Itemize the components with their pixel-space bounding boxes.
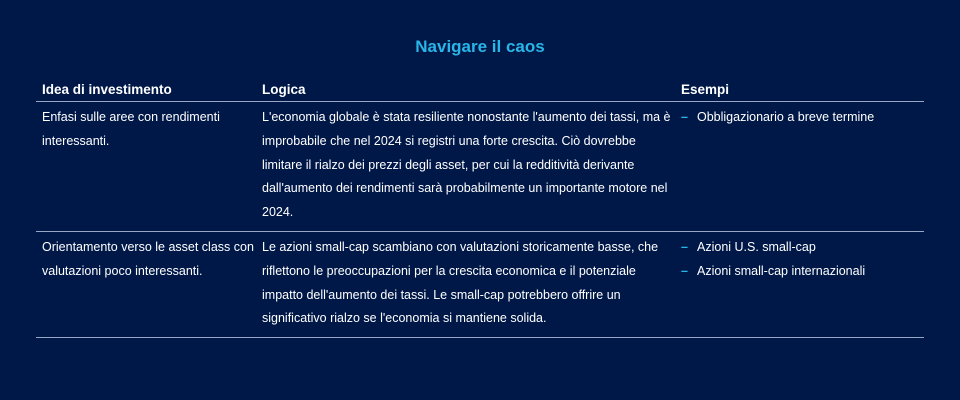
- example-text: Azioni small-cap internazionali: [697, 263, 866, 278]
- dash-bullet-icon: –: [681, 263, 688, 278]
- examples-list: [681, 236, 924, 284]
- dash-bullet-icon: –: [681, 110, 688, 124]
- examples-cell: [675, 102, 924, 231]
- page-title: Navigare il caos: [415, 37, 545, 56]
- examples-list: [681, 106, 924, 130]
- header-examples: Esempi: [681, 82, 730, 97]
- example-item: [681, 260, 924, 284]
- header-logic: Logica: [262, 82, 306, 97]
- logic-cell: L'economia globale è stata resiliente nonostante l'aumento dei tassi, ma è improbabile che nel 2024 si registri una forte crescita. Ciò dovrebbe limitare il rialzo dei prezzi degli asset, per cui la redditività derivante dall'aumento dei rendimenti sarà probabilmente un importante motore nel 2024.: [262, 110, 671, 220]
- table-header-row: [36, 77, 924, 102]
- idea-cell: Enfasi sulle aree con rendimenti interessanti.: [42, 110, 220, 148]
- example-item: [681, 106, 924, 130]
- dash-bullet-icon: –: [681, 239, 688, 254]
- example-item: [681, 236, 924, 260]
- example-text: Obbligazionario a breve termine: [697, 110, 875, 124]
- table-row: [36, 232, 924, 338]
- idea-cell: Orientamento verso le asset class con valutazioni poco interessanti.: [42, 239, 254, 278]
- examples-cell: [675, 232, 924, 337]
- header-idea: Idea di investimento: [42, 82, 172, 97]
- table-row: [36, 102, 924, 232]
- example-text: Azioni U.S. small-cap: [697, 239, 816, 254]
- logic-cell: Le azioni small-cap scambiano con valutazioni storicamente basse, che riflettono le preoccupazioni per la crescita economica e il potenziale impatto dell'aumento dei tassi. Le small-cap potrebbero offrire un significativo rialzo se l'economia si mantiene solida.: [262, 239, 659, 326]
- investment-table: [36, 77, 924, 338]
